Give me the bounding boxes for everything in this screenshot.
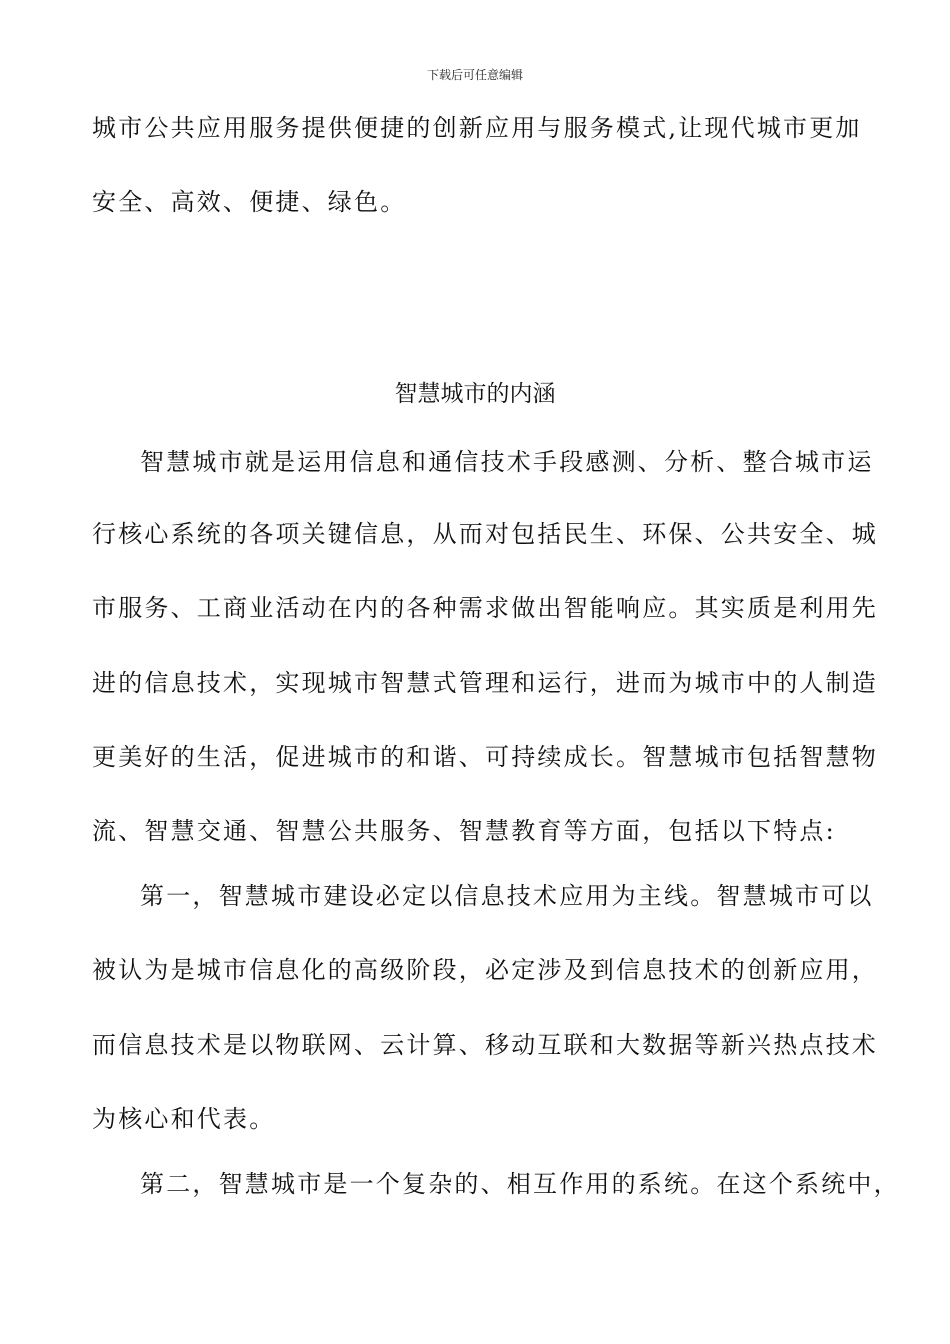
paragraph-line: 第二，智慧城市是一个复杂的、相互作用的系统。在这个系统中， [140, 1170, 900, 1198]
paragraph-line: 被认为是城市信息化的高级阶段，必定涉及到信息技术的创新应用， [92, 956, 878, 984]
section-title: 智慧城市的内涵 [394, 381, 556, 407]
paragraph-line: 智慧城市就是运用信息和通信技术手段感测、分析、整合城市运 [140, 448, 874, 476]
paragraph-line: 第一，智慧城市建设必定以信息技术应用为主线。智慧城市可以 [140, 882, 874, 910]
intro-line-1: 城市公共应用服务提供便捷的创新应用与服务模式,让现代城市更加 [92, 114, 862, 142]
paragraph-line: 而信息技术是以物联网、云计算、移动互联和大数据等新兴热点技术 [92, 1031, 878, 1059]
header-note: 下载后可任意编辑 [426, 68, 523, 82]
paragraph-line: 进的信息技术，实现城市智慧式管理和运行，进而为城市中的人制造 [92, 669, 878, 697]
paragraph-line: 更美好的生活，促进城市的和谐、可持续成长。智慧城市包括智慧物 [92, 743, 878, 771]
paragraph-line: 行核心系统的各项关键信息，从而对包括民生、环保、公共安全、城 [92, 520, 878, 548]
intro-line-2: 安全、高效、便捷、绿色。 [92, 188, 407, 216]
paragraph-line: 为核心和代表。 [92, 1105, 276, 1133]
paragraph-line: 流、智慧交通、智慧公共服务、智慧教育等方面，包括以下特点: [92, 817, 836, 845]
paragraph-line: 市服务、工商业活动在内的各种需求做出智能响应。其实质是利用先 [92, 594, 878, 622]
